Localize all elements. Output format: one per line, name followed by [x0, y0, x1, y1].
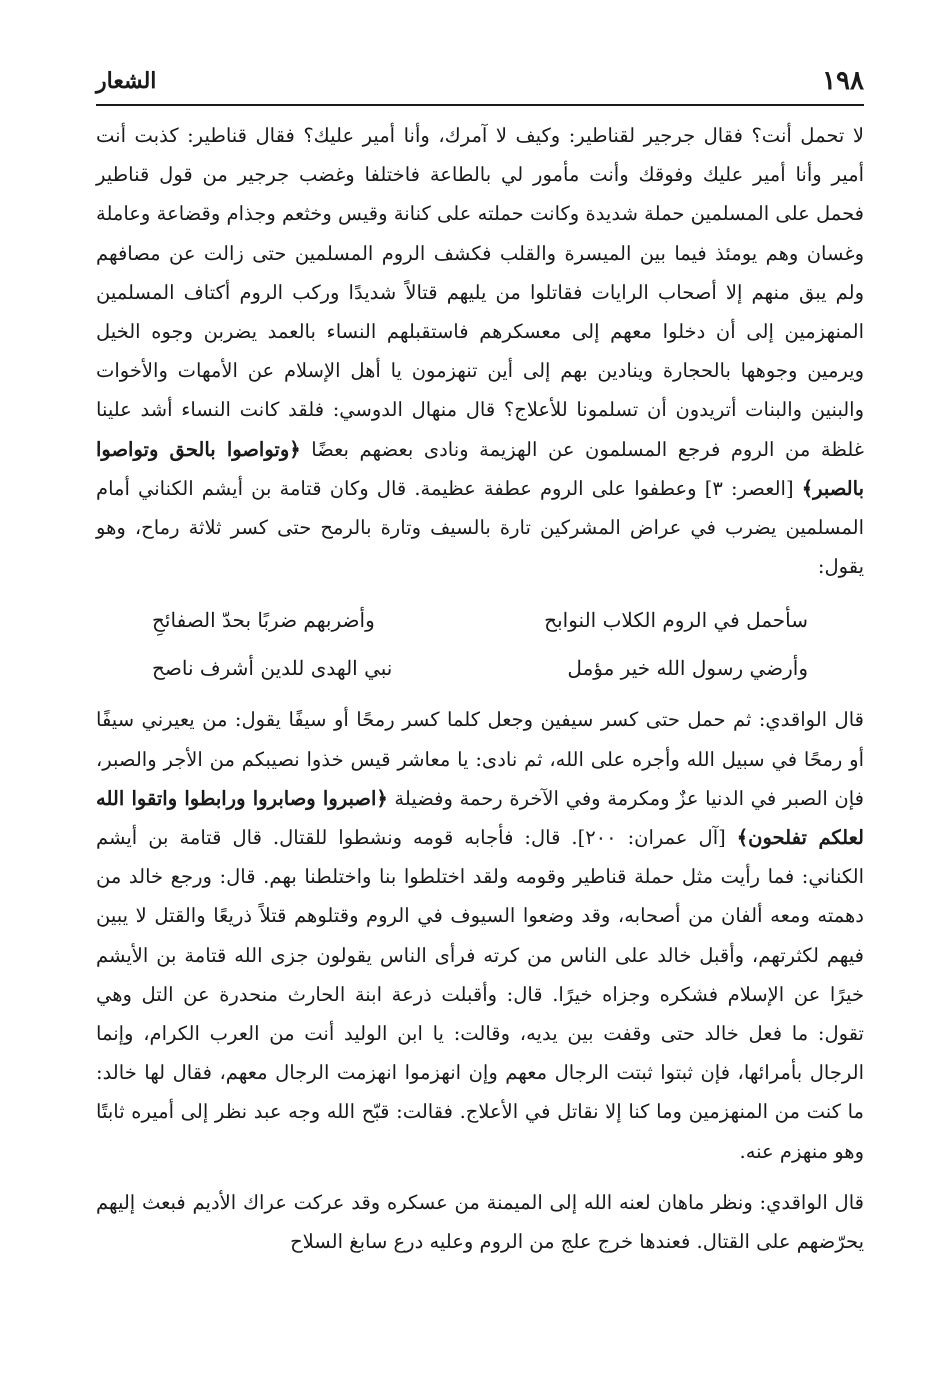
- paragraph-text: [آل عمران: ٢٠٠]. قال: فأجابه قومه ونشطوا للقتال. قال قتامة بن أيشم الكناني: فما رأيت مثل حملة قناطير وقومه ولقد اختلطوا بنا واختلطنا بهم. قال: ورجع خالد من دهمته ومعه ألفان من أصحابه، وقد وضعوا السيوف في الروم وقتلوهم قتلاً ذريعًا والقتل لا يبين فيهم لكثرتهم، وأقبل خالد على الناس من كرته فرأى الناس يقولون جزى الله قتامة بن الأيشم خيرًا عن الإسلام فشكره وجزاه خيرًا. قال: وأقبلت ذرعة ابنة الحارث منحدرة عن التل وهي تقول: ما فعل خالد حتى وقفت بين يديه، وقالت: يا ابن الوليد أنت من العرب الكرام، وإنما الرجال بأمرائها، فإن ثبتوا ثبتت الرجال معهم وإن انهزموا انهزمت الرجال معهم، فقال لها خالد: ما كنت من المنهزمين وما كنا إلا نقاتل في الأعلاج. فقالت: قبّح الله وجه عبد نظر إلى أميره ثابتًا وهو منهزم عنه.: [96, 826, 864, 1163]
- paragraph-text: قال الواقدي: ثم حمل حتى كسر سيفين وجعل كلما كسر رمحًا أو سيفًا يقول: من يعيرني سيفًا أو رمحًا في سبيل الله وأجره على الله، ثم نادى: يا معاشر قيس خذوا نصيبكم من الأجر والصبر، فإن الصبر في الدنيا عزٌ ومكرمة وفي الآخرة رحمة وفضيلة: [96, 708, 864, 810]
- poem-hemistich-second: نبي الهدى للدين أشرف ناصح: [152, 656, 393, 681]
- poem-verse-1: [96, 596, 864, 644]
- header-divider: [96, 104, 864, 106]
- quran-verse: ﴿وتواصوا بالحق وتواصوا بالصبر﴾: [96, 437, 864, 500]
- poem-hemistich-second: وأضربهم ضربًا بحدّ الصفائحِ: [152, 608, 375, 633]
- poem-hemistich-first: وأرضي رسول الله خير مؤمل: [567, 656, 808, 681]
- paragraph-1: [96, 116, 864, 586]
- paragraph-2: [96, 700, 864, 1170]
- paragraph-text: قال الواقدي: ونظر ماهان لعنه الله إلى الميمنة من عسكره وقد عركت عراك الأديم فبعث إليهم يحرّضهم على القتال. فعندها خرج علج من الروم وعليه درع سابغ السلاح: [96, 1190, 864, 1254]
- page-number: ١٩٨: [822, 66, 864, 96]
- page-header: [96, 62, 864, 102]
- paragraph-text: [العصر: ٣] وعطفوا على الروم عطفة عظيمة. قال وكان قتامة بن أيشم الكناني أمام المسلمين يضرب في عراض المشركين تارة بالسيف وتارة بالرمح حتى كسر ثلاثة رماح، وهو يقول:: [96, 476, 864, 579]
- poem-hemistich-first: سأحمل في الروم الكلاب النوابح: [544, 608, 808, 633]
- paragraph-3: [96, 1183, 864, 1261]
- poem-verse-2: [96, 644, 864, 692]
- quran-verse: ﴿اصبروا وصابروا ورابطوا واتقوا الله لعلكم تفلحون﴾: [96, 786, 864, 850]
- running-title: الشعار: [96, 68, 157, 94]
- poem: [96, 596, 864, 692]
- page-body: [96, 116, 864, 1261]
- paragraph-text: لا تحمل أنت؟ فقال جرجير لقناطير: وكيف لا آمرك، وأنا أمير عليك؟ فقال قناطير: كذبت أنت أمير وأنا أمير عليك وفوقك وأنت مأمور لي بالطاعة فاختلفا وغضب جرجير من قول قناطير فحمل على المسلمين حملة شديدة وكانت حملته على كنانة وقيس وخثعم وجذام وقضاعة وعاملة وغسان وهم يومئذ فيما بين الميسرة والقلب فكشف الروم المسلمين حتى زالت عن مصافهم ولم يبق منهم إلا أصحاب الرايات فقاتلوا من يليهم قتالاً شديدًا وركب الروم أكتاف المسلمين المنهزمين إلى أن دخلوا معهم إلى معسكرهم فاستقبلهم النساء بالعمد يضربن وجوه الخيل ويرمين وجوهها بالحجارة وينادين بهم إلى أين تنهزمون يا أهل الإسلام عن الأمهات والأخوات والبنين والبنات أتريدون أن تسلمونا للأعلاج؟ قال منهال الدوسي: فلقد كانت النساء أشد علينا غلظة من الروم فرجع المسلمون عن الهزيمة ونادى بعضهم بعضًا: [96, 124, 864, 461]
